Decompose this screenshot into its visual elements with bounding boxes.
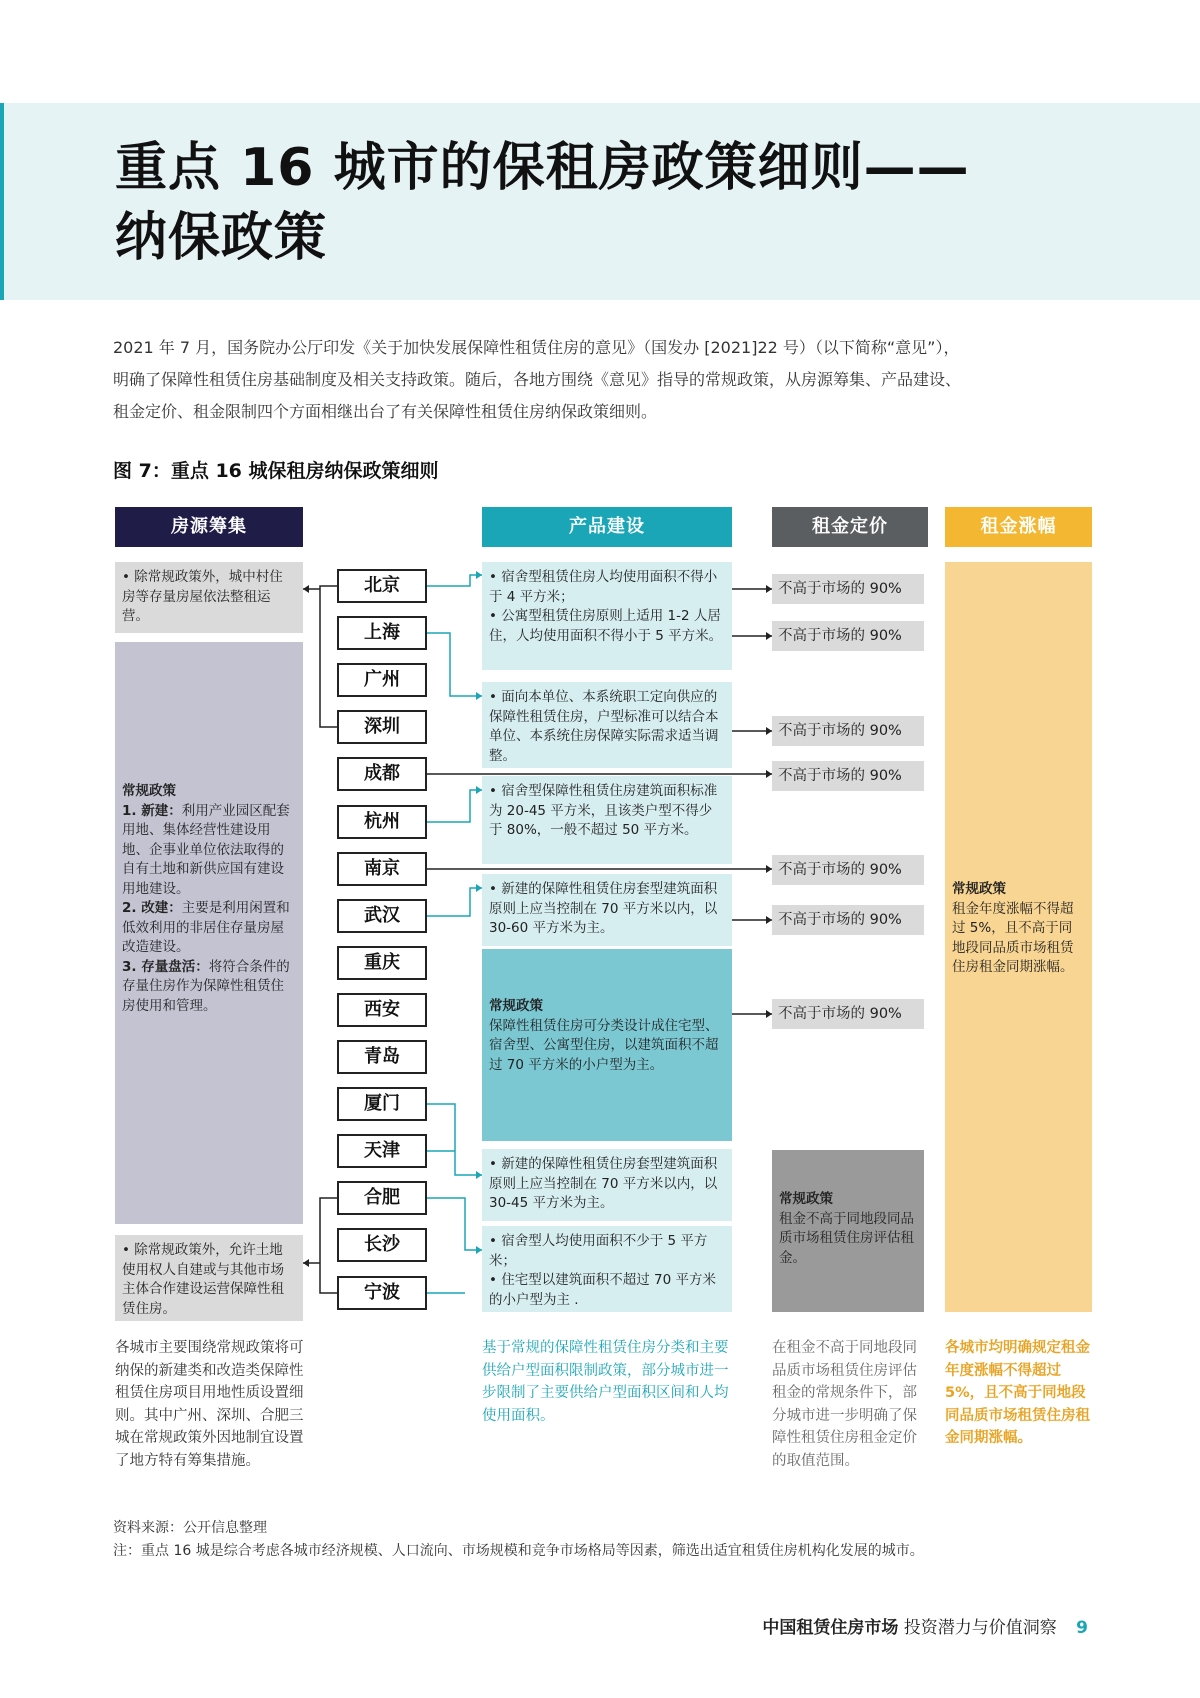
sourcing-item-new-text: 利用产业园区配套用地、集体经营性建设用地、企事业单位依法取得的自有土地和新供应国有建设用地建设。: [122, 802, 290, 897]
connector-sourcing-bottom: [320, 1198, 337, 1293]
sourcing-item-new-label: 1. 新建：: [122, 802, 182, 819]
summary-increase: 各城市均明确规定租金年度涨幅不得超过 5%，且不高于同地段同品质市场租赁住房租金同期涨幅。: [945, 1340, 1090, 1446]
arrow-head: [303, 1259, 309, 1267]
connector-product: [427, 1198, 482, 1250]
increase-regular-title: 常规政策: [952, 881, 1006, 897]
sourcing-regular-box: [115, 642, 303, 1224]
product-block-4-text: • 新建的保障性租赁住房套型建筑面积原则上应当控制在 70 平方米以内，以 30-60 平方米为主。: [489, 881, 718, 936]
city-box: 成都: [337, 757, 427, 791]
product-block-7-line: • 住宅型以建筑面积不超过 70 平方米的小户型为主 .: [489, 1272, 717, 1308]
page-footer: [762, 1613, 1088, 1638]
product-block-7-line: • 宿舍型人均使用面积不少于 5 平方米；: [489, 1233, 708, 1269]
summary-product: 基于常规的保障性租赁住房分类和主要供给户型面积限制政策，部分城市进一步限制了主要供给户型面积区间和人均使用面积。: [482, 1340, 729, 1424]
page-number: 9: [1076, 1618, 1088, 1638]
product-block-4: [482, 874, 732, 946]
connector-product: [427, 1104, 482, 1175]
header-increase: 租金涨幅: [945, 507, 1092, 547]
city-box: 西安: [337, 993, 427, 1027]
page-title-line-2: 纳保政策: [115, 208, 328, 268]
city-box: 武汉: [337, 899, 427, 933]
header-pricing: 租金定价: [772, 507, 928, 547]
product-block-2: [482, 682, 732, 768]
connector-product: [427, 633, 482, 696]
connector-product: [427, 790, 482, 822]
sourcing-bottom-box: [115, 1235, 303, 1321]
connector-product: [427, 888, 482, 916]
sourcing-bottom-text: • 除常规政策外，允许土地使用权人自建或与其他市场主体合作建设运营保障性租赁住房。: [122, 1242, 284, 1317]
sourcing-item-new: [122, 802, 296, 900]
intro-line: 租金定价、租金限制四个方面相继出台了有关保障性租赁住房纳保政策细则。: [113, 402, 658, 421]
city-box: 青岛: [337, 1040, 427, 1074]
sourcing-top-text: • 除常规政策外，城中村住房等存量房屋依法整租运营。: [122, 569, 283, 624]
product-block-3-text: • 宿舍型保障性租赁住房建筑面积标准为 20-45 平方米，且该类户型不得少于 80%，一般不超过 50 平方米。: [489, 783, 718, 838]
footer-brand: 中国租赁住房市场: [762, 1618, 899, 1638]
city-box: 南京: [337, 852, 427, 886]
pricing-regular-box: [772, 1150, 924, 1312]
city-box: 广州: [337, 663, 427, 697]
product-block-3: [482, 776, 732, 864]
product-block-5-text: 保障性租赁住房可分类设计成住宅型、宿舍型、公寓型住房，以建筑面积不超过 70 平方米的小户型为主。: [489, 1017, 719, 1073]
product-block-1: [482, 562, 732, 670]
sourcing-item-rebuild: [122, 899, 296, 958]
sourcing-top-box: [115, 562, 303, 633]
product-block-6-text: • 新建的保障性租赁住房套型建筑面积原则上应当控制在 70 平方米以内，以 30-45 平方米为主。: [489, 1156, 718, 1211]
city-box: 长沙: [337, 1228, 427, 1262]
city-box: 深圳: [337, 710, 427, 744]
sourcing-item-stock: [122, 958, 296, 1017]
connector-product: [427, 575, 482, 586]
connector-sourcing-top: [320, 586, 337, 727]
page-title-line-1: 重点 16 城市的保租房政策细则——: [115, 138, 970, 198]
city-box: 杭州: [337, 805, 427, 839]
arrow-head: [303, 585, 309, 593]
header-sourcing: 房源筹集: [115, 507, 303, 547]
summary-pricing: 在租金不高于同地段同品质市场租赁住房评估租金的常规条件下，部分城市进一步明确了保障性租赁住房租金定价的取值范围。: [772, 1340, 917, 1469]
pricing-regular-text: 租金不高于同地段同品质市场租赁住房评估租金。: [779, 1210, 914, 1266]
city-box: 宁波: [337, 1276, 427, 1310]
pricing-item: 不高于市场的 90%: [772, 761, 924, 791]
product-block-7: [482, 1226, 732, 1312]
source-note: 资料来源：公开信息整理: [113, 1520, 267, 1536]
pricing-item: 不高于市场的 90%: [772, 855, 924, 885]
sourcing-regular-title: 常规政策: [122, 783, 176, 799]
product-block-2-text: • 面向本单位、本系统职工定向供应的保障性租赁住房，户型标准可以结合本单位、本系统住房保障实际需求适当调整。: [489, 689, 719, 764]
city-box: 重庆: [337, 946, 427, 980]
intro-line: 2021 年 7 月，国务院办公厅印发《关于加快发展保障性租赁住房的意见》（国发办 [2021]22 号）（以下简称“意见”），: [113, 338, 960, 357]
increase-regular-text: 租金年度涨幅不得超过 5%，且不高于同地段同品质市场租赁住房租金同期涨幅。: [952, 900, 1074, 975]
sourcing-item-rebuild-label: 2. 改建：: [122, 900, 182, 916]
summary-sourcing: 各城市主要围绕常规政策将可纳保的新建类和改造类保障性租赁住房项目用地性质设置细则。其中广州、深圳、合肥三城在常规政策外因地制宜设置了地方特有筹集措施。: [115, 1340, 304, 1469]
city-box: 北京: [337, 569, 427, 603]
sourcing-item-stock-label: 3. 存量盘活：: [122, 958, 209, 975]
city-box: 天津: [337, 1134, 427, 1168]
product-block-5-title: 常规政策: [489, 998, 543, 1014]
city-box: 合肥: [337, 1181, 427, 1215]
increase-regular-box: [945, 562, 1092, 1312]
sourcing-item-rebuild-text: 主要是利用闲置和低效利用的非居住存量房屋改造建设。: [122, 900, 290, 955]
city-box: 厦门: [337, 1087, 427, 1121]
pricing-item: 不高于市场的 90%: [772, 621, 924, 651]
product-block-6: [482, 1149, 732, 1221]
header-product: 产品建设: [482, 507, 732, 547]
product-block-5: [482, 949, 732, 1141]
sourcing-item-stock-text: 将符合条件的存量住房作为保障性租赁住房使用和管理。: [122, 958, 290, 1014]
pricing-item: 不高于市场的 90%: [772, 574, 924, 604]
pricing-item: 不高于市场的 90%: [772, 999, 924, 1029]
pricing-item: 不高于市场的 90%: [772, 716, 924, 746]
figure-title: 图 7：重点 16 城保租房纳保政策细则: [113, 460, 439, 482]
product-block-1-line: • 公寓型租赁住房原则上适用 1-2 人居住，人均使用面积不得小于 5 平方米。: [489, 608, 723, 644]
city-box: 上海: [337, 616, 427, 650]
footnote: 注：重点 16 城是综合考虑各城市经济规模、人口流向、市场规模和竞争市场格局等因素，筛选出适宜租赁住房机构化发展的城市。: [113, 1543, 924, 1559]
product-block-1-line: • 宿舍型租赁住房人均使用面积不得小于 4 平方米；: [489, 569, 718, 605]
pricing-regular-title: 常规政策: [779, 1191, 833, 1207]
intro-line: 明确了保障性租赁住房基础制度及相关支持政策。随后，各地方围绕《意见》指导的常规政策，从房源筹集、产品建设、: [113, 370, 962, 389]
footer-subtitle: 投资潜力与价值洞察: [903, 1618, 1057, 1638]
pricing-item: 不高于市场的 90%: [772, 905, 924, 935]
